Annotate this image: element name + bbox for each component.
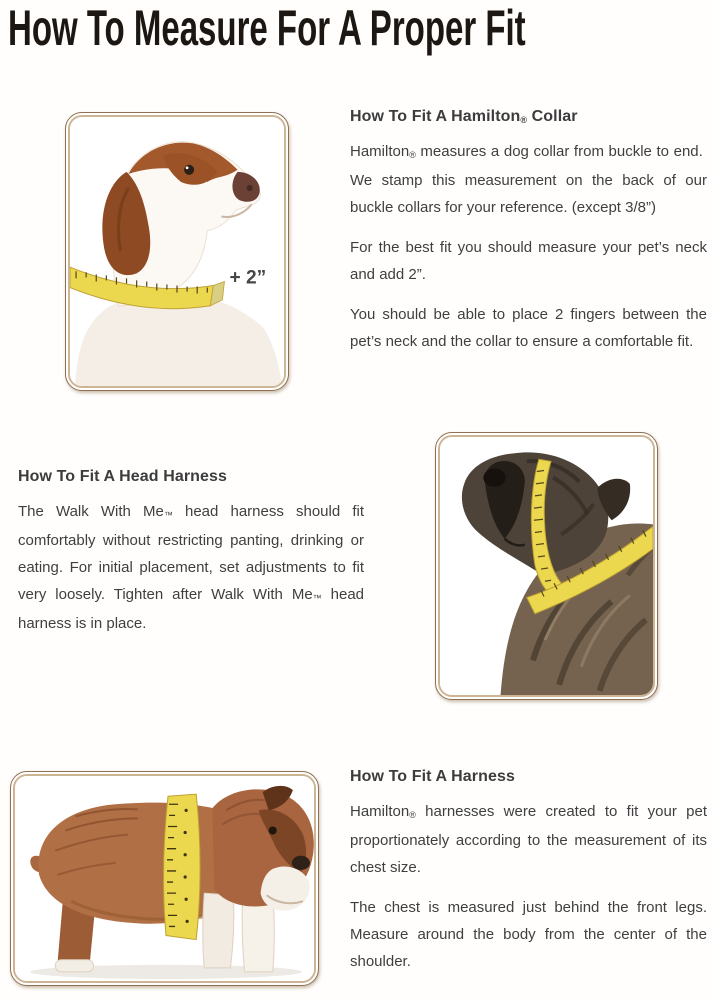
trademark-mark: ™ xyxy=(163,510,173,520)
heading-text: How To Fit A Head Harness xyxy=(18,468,228,485)
mastiff-head-measure-illustration xyxy=(440,437,653,695)
plus-two-inches-label: + 2” xyxy=(229,267,267,289)
harness-photo-frame xyxy=(10,771,319,986)
dog-nose xyxy=(292,856,310,870)
registered-mark: ® xyxy=(409,810,416,820)
heading-text: Collar xyxy=(527,108,578,125)
page-title: How To Measure For A Proper Fit xyxy=(8,0,526,56)
trademark-mark: ™ xyxy=(312,593,322,603)
head-harness-photo xyxy=(438,435,655,697)
dog-eye xyxy=(184,165,194,175)
harness-paragraph-1: Hamilton® harnesses were created to fit your pet proportionately according to the measurement of its chest size. xyxy=(350,803,707,876)
bulldog-chest-measure-illustration xyxy=(15,776,314,981)
collar-photo-frame xyxy=(65,112,289,391)
collar-paragraph-2: For the best fit you should measure your pet’s neck and add 2”. xyxy=(350,239,707,283)
collar-section xyxy=(350,108,707,355)
harness-section-heading xyxy=(350,768,707,786)
spaniel-neck-measure-illustration xyxy=(70,117,284,386)
head-harness-section-heading xyxy=(18,468,364,486)
collar-paragraph-3: You should be able to place 2 fingers between the pet’s neck and the collar to ensure a comfortable fit. xyxy=(350,306,707,350)
dog-eye xyxy=(269,826,277,834)
collar-photo xyxy=(68,115,286,388)
harness-paragraph-2: The chest is measured just behind the front legs. Measure around the body from the center of the shoulder. xyxy=(350,899,707,970)
collar-paragraph-1: Hamilton® measures a dog collar from buckle to end. We stamp this measurement on the back of our buckle collars for your reference. (except 3/8”) xyxy=(350,143,707,216)
heading-text: How To Fit A Hamilton xyxy=(350,108,521,125)
registered-mark: ® xyxy=(409,150,416,160)
collar-section-heading xyxy=(350,108,707,126)
dog-nose xyxy=(483,468,505,486)
head-harness-paragraph-1: The Walk With Me™ head harness should fit comfortably without restricting panting, drinking or eating. For initial placement, set adjustments to fit very loosely. Tighten after Walk With Me™ head harness is in place. xyxy=(18,503,364,632)
chest-tape-measure xyxy=(164,794,200,939)
registered-mark: ® xyxy=(520,115,528,125)
harness-section xyxy=(350,768,707,975)
head-harness-photo-frame xyxy=(435,432,658,700)
harness-photo xyxy=(13,774,316,983)
head-harness-section xyxy=(18,468,364,637)
heading-text: How To Fit A Harness xyxy=(350,768,515,785)
